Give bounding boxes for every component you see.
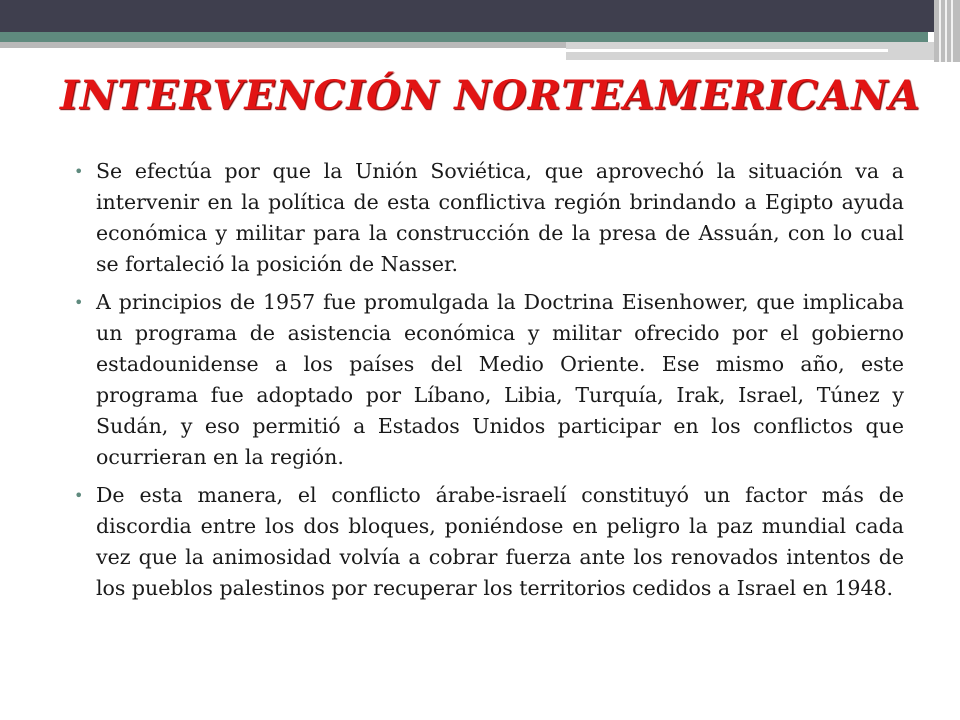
bullet-icon: •: [74, 486, 84, 505]
bullet-icon: •: [74, 293, 84, 312]
header-band-dark: [0, 0, 960, 32]
bullet-text-1: Se efectúa por que la Unión Soviética, que aprovechó la situación va a intervenir en la política de esta conflictiva región brindando a Egipto ayuda económica y militar para la construcción de la presa de Assuán, con lo cual se fortaleció la posición de Nasser.: [96, 159, 904, 276]
bullet-text-2: A principios de 1957 fue promulgada la Doctrina Eisenhower, que implicaba un programa de asistencia económica y militar ofrecido por el gobierno estadounidense a los países del Medio Oriente. Ese mismo año, este programa fue adoptado por Líbano, Libia, Turquía, Irak, Israel, Túnez y Sudán, y eso permitió a Estados Unidos participar en los conflictos que ocurrieran en la región.: [96, 290, 904, 469]
header-band-teal: [0, 32, 928, 42]
bullet-item-2: [74, 287, 904, 473]
corner-stripes: [934, 0, 960, 62]
bullet-list: [74, 156, 904, 611]
header-white-line: [566, 49, 888, 52]
header-band-grey: [0, 42, 566, 48]
bullet-item-1: [74, 156, 904, 280]
bullet-text-3: De esta manera, el conflicto árabe-israelí constituyó un factor más de discordia entre los dos bloques, poniéndose en peligro la paz mundial cada vez que la animosidad volvía a cobrar fuerza ante los renovados intentos de los pueblos palestinos por recuperar los territorios cedidos a Israel en 1948.: [96, 483, 904, 600]
bullet-item-3: [74, 480, 904, 604]
bullet-icon: •: [74, 162, 84, 181]
slide-title: INTERVENCIÓN NORTEAMERICANA: [60, 72, 921, 119]
